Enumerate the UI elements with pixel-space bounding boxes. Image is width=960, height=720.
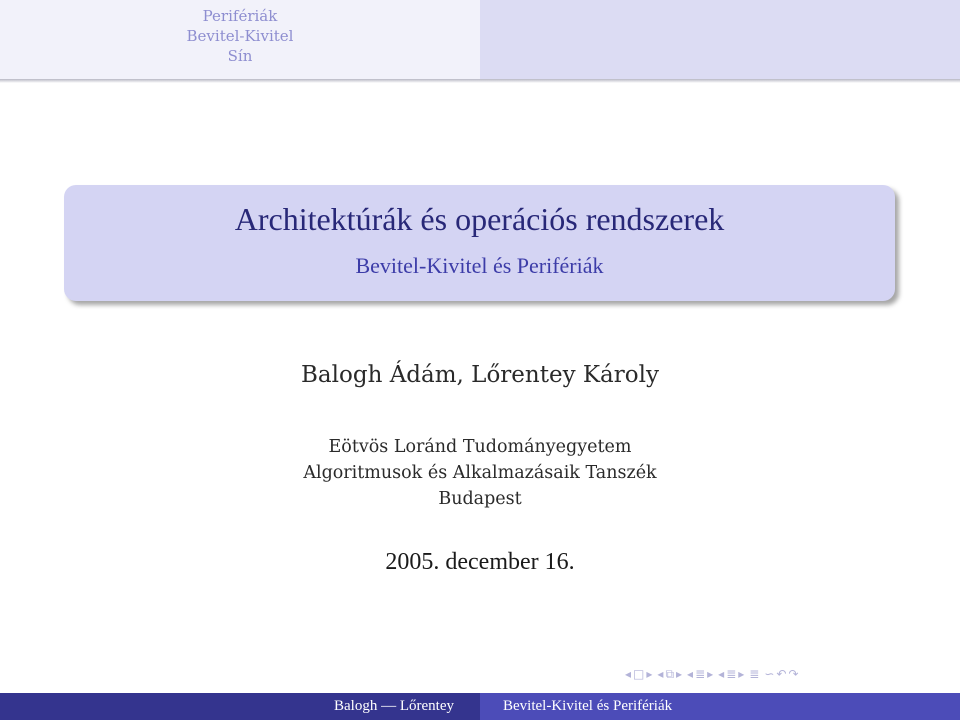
- title-box: [64, 185, 895, 301]
- search-icon[interactable]: ∽: [764, 667, 775, 681]
- subsection2-icon[interactable]: ≣: [726, 667, 737, 681]
- back-icon[interactable]: ↶: [776, 667, 787, 681]
- navigation-symbols: [625, 664, 799, 684]
- subsection2-prev-icon[interactable]: ◂: [718, 667, 725, 681]
- presentation-title: Architektúrák és operációs rendszerek: [234, 201, 725, 237]
- nav-item-sin[interactable]: Sín: [227, 47, 253, 65]
- institute-line: Eötvös Loránd Tudományegyetem: [328, 437, 632, 457]
- subsection-prev-icon[interactable]: ◂: [657, 667, 664, 681]
- frame-icon[interactable]: □: [633, 667, 645, 681]
- subsection2-nav-group: [718, 667, 744, 681]
- document-icon[interactable]: ≣: [749, 667, 760, 681]
- footer-title: Bevitel-Kivitel és Perifériák: [480, 693, 960, 720]
- institute-line: Algoritmusok és Alkalmazásaik Tanszék: [303, 463, 657, 483]
- subsection-nav-group: [657, 667, 682, 682]
- document-nav-group: [749, 667, 759, 681]
- section-icon[interactable]: ≣: [695, 667, 706, 681]
- section-nav-list: [0, 6, 480, 66]
- header-right-pane: [480, 0, 960, 79]
- frame-prev-icon[interactable]: ◂: [625, 667, 632, 681]
- forward-icon[interactable]: ↷: [788, 667, 799, 681]
- institute-line: Budapest: [438, 489, 522, 509]
- subsection-next-icon[interactable]: ▸: [676, 667, 683, 681]
- presentation-subtitle: Bevitel-Kivitel és Perifériák: [355, 253, 604, 278]
- frame-next-icon[interactable]: ▸: [646, 667, 653, 681]
- authors: Balogh Ádám, Lőrentey Károly: [301, 362, 659, 388]
- footer-authors: Balogh — Lőrentey: [0, 693, 480, 720]
- nav-item-bevitel-kivitel[interactable]: Bevitel-Kivitel: [186, 27, 294, 45]
- subsection-icon[interactable]: ⧉: [665, 666, 675, 681]
- section-prev-icon[interactable]: ◂: [687, 667, 694, 681]
- nav-item-perifériák[interactable]: Perifériák: [202, 7, 278, 25]
- subsection2-next-icon[interactable]: ▸: [738, 667, 745, 681]
- institute: [0, 434, 960, 512]
- presentation-date: 2005. december 16.: [385, 549, 575, 575]
- footline: [0, 693, 960, 720]
- section-next-icon[interactable]: ▸: [707, 667, 714, 681]
- frame-nav-group: [625, 667, 652, 681]
- section-nav-group: [687, 667, 713, 681]
- search-nav-group: [764, 667, 798, 681]
- header-navigation: [0, 0, 960, 79]
- header-shadow: [0, 79, 960, 83]
